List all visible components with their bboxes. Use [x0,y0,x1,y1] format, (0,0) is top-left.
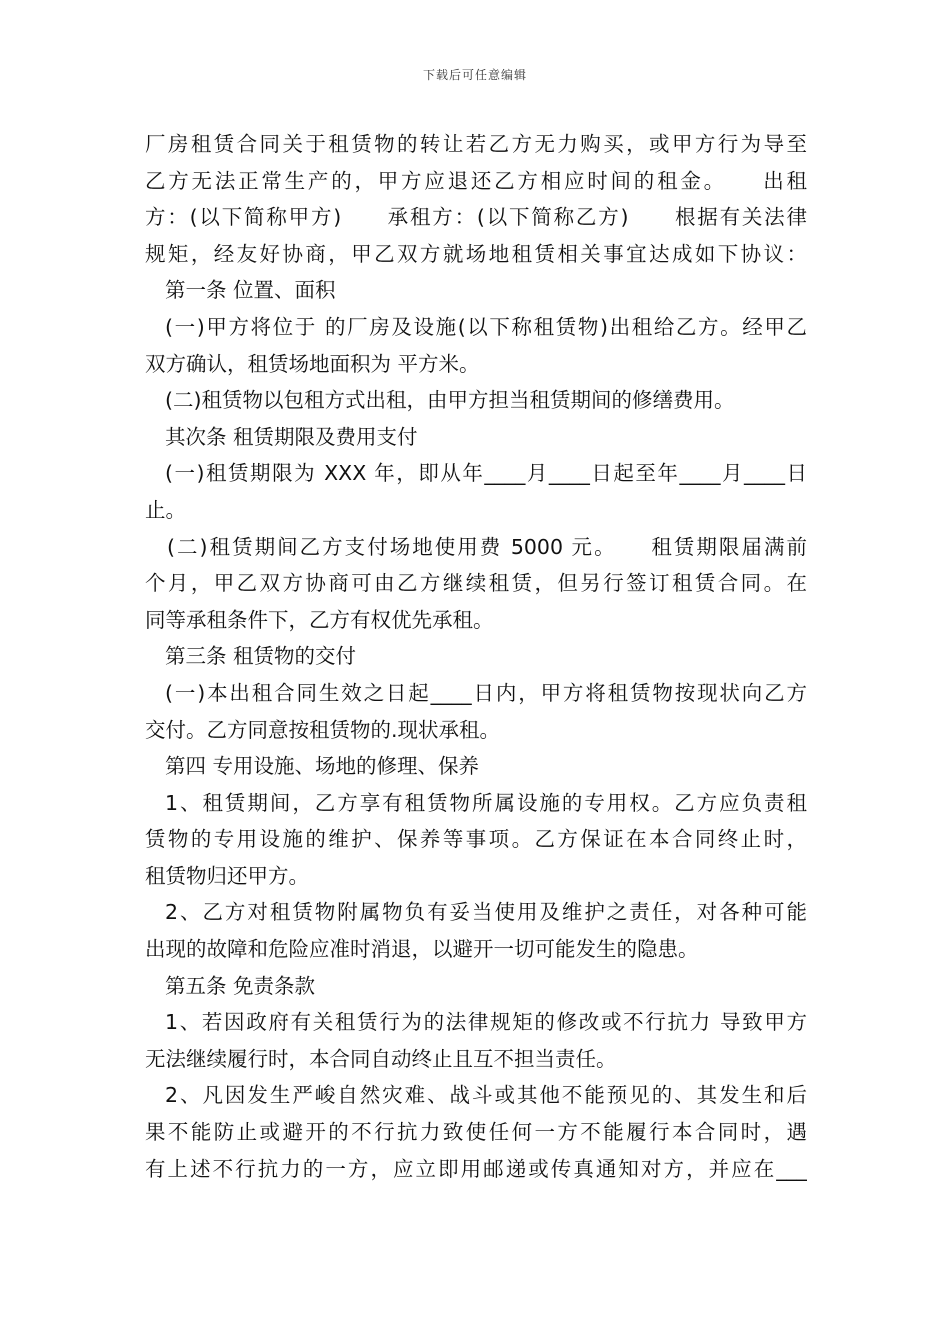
paragraph-line: (二)租赁期间乙方支付场地使用费 5000 元。 租赁期限届满前 [167,534,807,559]
paragraph-line: 1、若因政府有关租赁行为的法律规矩的修改或不行抗力 导致甲方 [165,1010,807,1035]
paragraph-line: 租赁物归还甲方。 [145,863,309,888]
paragraph-line: 同等承租条件下，乙方有权优先承租。 [145,607,494,632]
section-heading: 其次条 租赁期限及费用支付 [165,424,418,449]
paragraph-line: 止。 [145,497,186,522]
paragraph-line: 出现的故障和危险应准时消退，以避开一切可能发生的隐患。 [145,937,699,962]
paragraph-line: 规矩，经友好协商，甲乙双方就场地租赁相关事宜达成如下协议： [145,241,807,266]
paragraph-line: 有上述不行抗力的一方，应立即用邮递或传真通知对方，并应在___ [145,1156,807,1181]
paragraph-line: (一)本出租合同生效之日起____日内，甲方将租赁物按现状向乙方 [165,680,807,705]
paragraph-line: (一)租赁期限为 XXX 年，即从年____月____日起至年____月____日 [165,461,807,486]
section-heading: 第四 专用设施、场地的修理、保养 [165,754,480,779]
paragraph-line: 2、凡因发生严峻自然灾难、战斗或其他不能预见的、其发生和后 [165,1083,807,1108]
page-header: 下载后可任意编辑 [422,68,527,82]
section-heading: 第三条 租赁物的交付 [165,644,357,669]
paragraph-line: 无法继续履行时，本合同自动终止且互不担当责任。 [145,1046,617,1071]
paragraph-line: 双方确认，租赁场地面积为 平方米。 [145,351,480,376]
paragraph-line: 赁物的专用设施的维护、保养等事项。乙方保证在本合同终止时， [145,827,807,852]
paragraph-line: 交付。乙方同意按租赁物的.现状承租。 [145,717,501,742]
paragraph-line: 2、乙方对租赁物附属物负有妥当使用及维护之责任，对各种可能 [165,900,807,925]
paragraph-line: 方：(以下简称甲方) 承租方：(以下简称乙方) 根据有关法律 [145,205,807,230]
paragraph-line: (二)租赁物以包租方式出租，由甲方担当租赁期间的修缮费用。 [165,388,735,413]
section-heading: 第一条 位置、面积 [165,278,336,303]
paragraph-line: (一)甲方将位于 的厂房及设施(以下称租赁物)出租给乙方。经甲乙 [165,314,807,339]
paragraph-line: 果不能防止或避开的不行抗力致使任何一方不能履行本合同时，遇 [145,1120,807,1145]
paragraph-line: 厂房租赁合同关于租赁物的转让若乙方无力购买，或甲方行为导至 [145,132,807,156]
paragraph-line: 个月，甲乙双方协商可由乙方继续租赁，但另行签订租赁合同。在 [145,571,807,596]
paragraph-line: 1、租赁期间，乙方享有租赁物所属设施的专用权。乙方应负责租 [165,790,807,815]
document-body [145,126,807,1187]
section-heading: 第五条 免责条款 [165,973,316,998]
paragraph-line: 乙方无法正常生产的，甲方应退还乙方相应时间的租金。 出租 [145,168,807,193]
